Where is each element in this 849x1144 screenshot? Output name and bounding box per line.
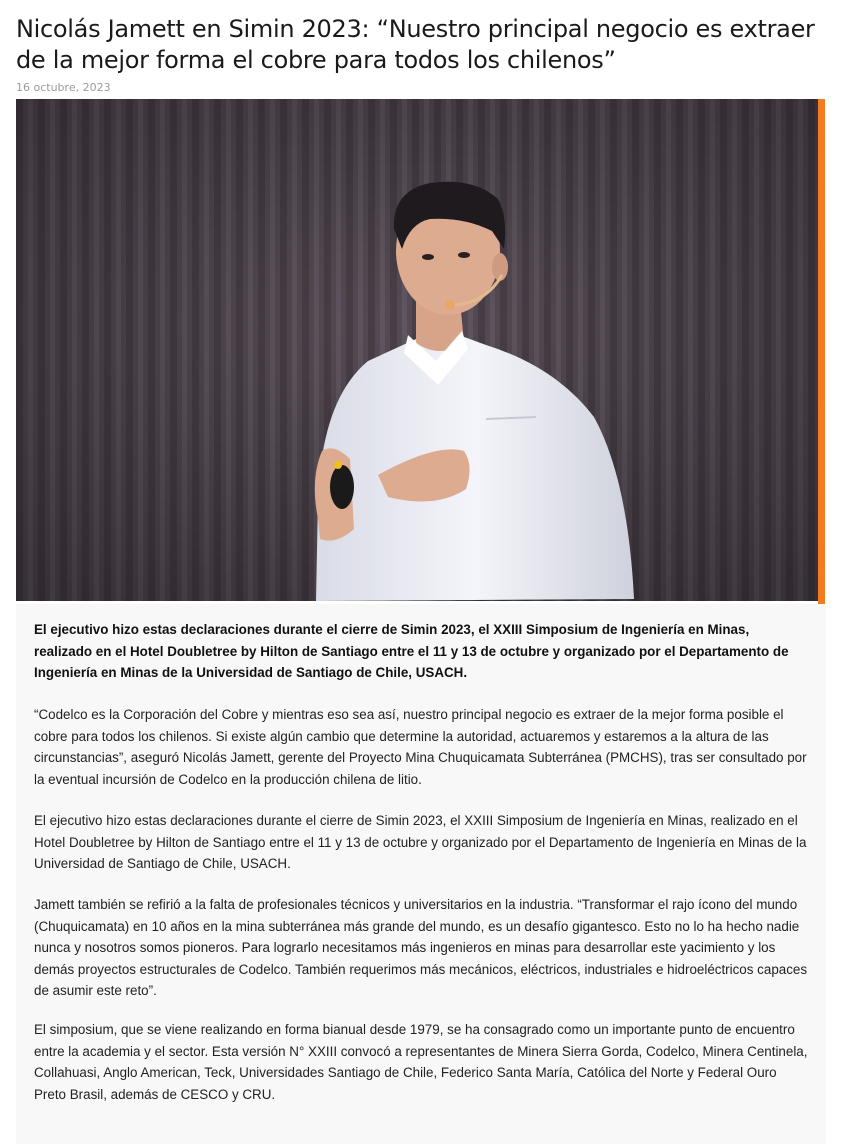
article-paragraph: El simposium, que se viene realizando en forma bianual desde 1979, se ha consagrado como un importante punto de encuentro entre la academia y el sector. Esta versión N° XXIII convocó a representantes de Minera Sierra Gorda, Codelco, Minera Centinela, Collahuasi, Anglo American, Teck, Universidades Santiago de Chile, Federico Santa María, Católica del Norte y Federal Ouro Preto Brasil, además de CESCO y CRU. (34, 1022, 808, 1102)
publish-date: 16 octubre, 2023 (16, 81, 111, 94)
article-paragraph: El ejecutivo hizo estas declaraciones durante el cierre de Simin 2023, el XXIII Simposium de Ingeniería en Minas, realizado en el Hotel Doubletree by Hilton de Santiago entre el 11 y 13 de octubre y organizado por el Departamento de Ingeniería en Minas de la Universidad de Santiago de Chile, USACH. (34, 813, 807, 871)
accent-bar (818, 99, 825, 604)
article-paragraph: Jamett también se refirió a la falta de profesionales técnicos y universitarios en la industria. “Transformar el rajo ícono del mundo (Chuquicamata) en 10 años en la mina subterránea más grande del mundo, es un desafío gigantesco. Esto no lo ha hecho nadie nunca y nosotros somos pioneros. Para lograrlo necesitamos más ingenieros en minas para desarrollar este yacimiento y los demás proyectos estructurales de Codelco. También requerimos más mecánicos, eléctricos, industriales e hidroeléctricos capaces de asumir este reto”. (34, 897, 808, 998)
article-paragraph: “Codelco es la Corporación del Cobre y mientras eso sea así, nuestro principal negocio es extraer de la mejor forma posible el cobre para todos los chilenos. Si existe algún cambio que determine la autoridad, actuaremos y estaremos a la altura de las circunstancias”, aseguró Nicolás Jamett, gerente del Proyecto Mina Chuquicamata Subterránea (PMCHS), tras ser consultado por la eventual incursión de Codelco en la producción chilena de litio. (34, 707, 807, 787)
article-body (16, 604, 826, 1144)
article-title: Nicolás Jamett en Simin 2023: “Nuestro principal negocio es extraer de la mejor forma el cobre para todos los chilenos” (16, 15, 815, 74)
article-photo (16, 99, 818, 601)
article-lead: El ejecutivo hizo estas declaraciones durante el cierre de Simin 2023, el XXIII Simposium de Ingeniería en Minas, realizado en el Hotel Doubletree by Hilton de Santiago entre el 11 y 13 de octubre y organizado por el Departamento de Ingeniería en Minas de la Universidad de Santiago de Chile, USACH. (34, 622, 789, 680)
speaker-photo-illustration (16, 99, 818, 601)
